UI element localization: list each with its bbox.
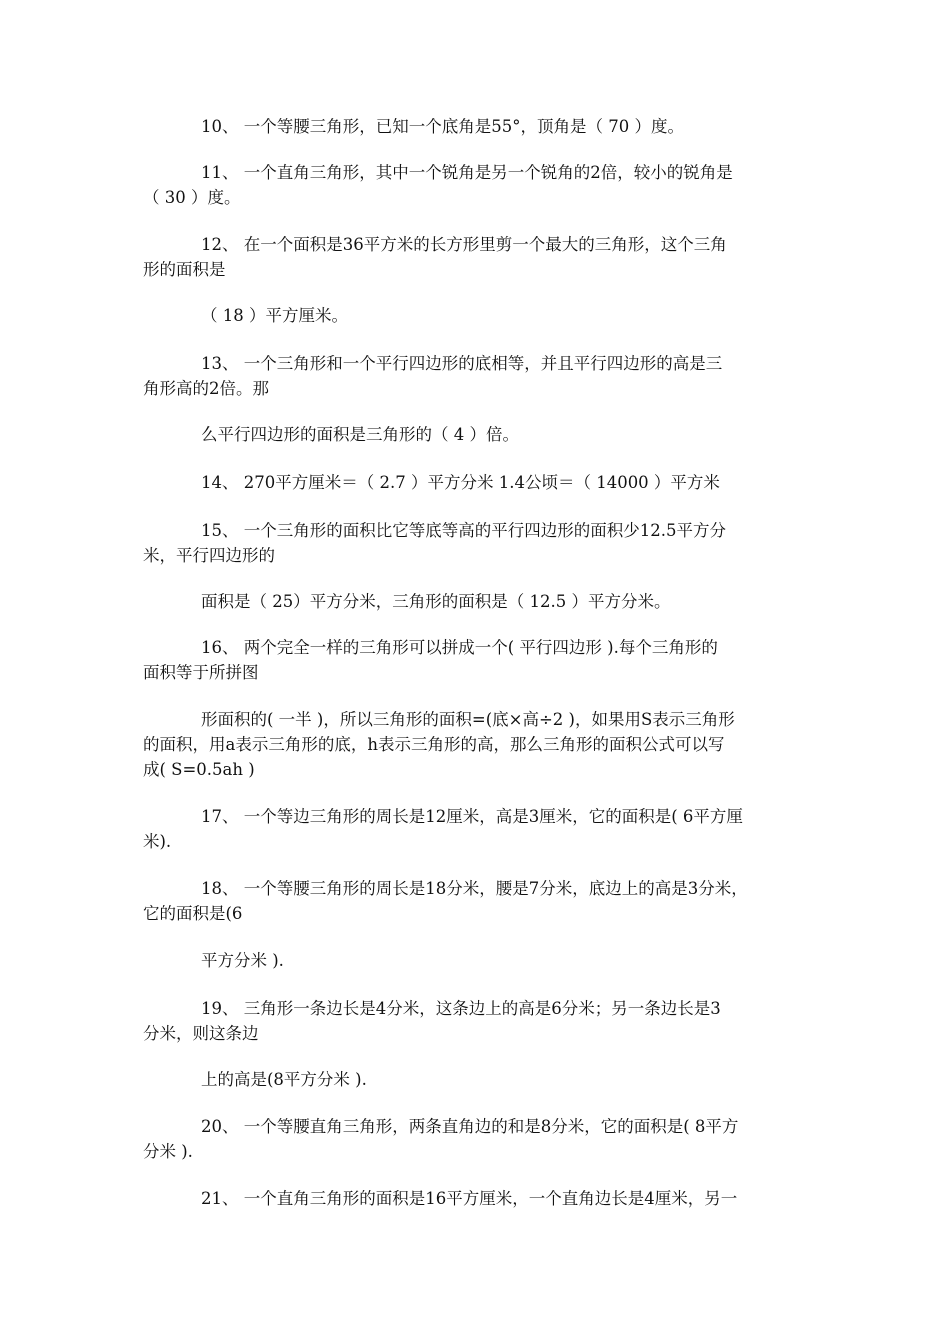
- question-18-line-1: 18、 一个等腰三角形的周长是18分米，腰是7分米，底边上的高是3分米，: [201, 879, 748, 898]
- question-12-continued: [143, 303, 808, 328]
- question-12: [143, 232, 808, 282]
- question-16-continued-line-2: 的面积，用a表示三角形的底，h表示三角形的高，那么三角形的面积公式可以写: [143, 735, 725, 754]
- question-18: [143, 876, 808, 926]
- question-15-line-1: 15、 一个三角形的面积比它等底等高的平行四边形的面积少12.5平方分: [201, 521, 726, 540]
- question-16-continued-line-1: 形面积的( 一半 )，所以三角形的面积=(底×高÷2 )，如果用S表示三角形: [201, 710, 735, 729]
- question-18-line-2: 它的面积是(6: [143, 904, 243, 923]
- question-19-continued: [143, 1067, 808, 1092]
- question-13-line-2: 角形高的2倍。那: [143, 379, 269, 398]
- question-17-line-1: 17、 一个等边三角形的周长是12厘米，高是3厘米，它的面积是( 6平方厘: [201, 807, 743, 826]
- question-19: [143, 996, 808, 1046]
- question-13-continued: [143, 422, 808, 447]
- question-16: [143, 635, 808, 685]
- question-19-continued-line: 上的高是(8平方分米 ).: [201, 1070, 367, 1089]
- question-10: [143, 114, 808, 139]
- question-19-line-1: 19、 三角形一条边长是4分米，这条边上的高是6分米；另一条边长是3: [201, 999, 721, 1018]
- question-11: [143, 160, 808, 210]
- question-15-line-2: 米，平行四边形的: [143, 546, 275, 565]
- question-16-line-1: 16、 两个完全一样的三角形可以拼成一个( 平行四边形 ).每个三角形的: [201, 638, 718, 657]
- question-20-line-1: 20、 一个等腰直角三角形，两条直角边的和是8分米，它的面积是( 8平方: [201, 1117, 739, 1136]
- question-13-continued-line: 么平行四边形的面积是三角形的（ 4 ）倍。: [201, 425, 519, 444]
- question-18-continued: [143, 948, 808, 973]
- question-16-continued-line-3: 成( S=0.5ah ): [143, 760, 255, 779]
- question-11-line-2: （ 30 ）度。: [143, 188, 241, 207]
- question-14-line-1: 14、 270平方厘米＝（ 2.7 ）平方分米 1.4公顷＝（ 14000 ）平方米: [201, 473, 720, 492]
- question-17-line-2: 米).: [143, 832, 172, 851]
- question-15: [143, 518, 808, 568]
- question-13-line-1: 13、 一个三角形和一个平行四边形的底相等，并且平行四边形的高是三: [201, 354, 723, 373]
- question-20-line-2: 分米 ).: [143, 1142, 193, 1161]
- question-19-line-2: 分米，则这条边: [143, 1024, 259, 1043]
- question-12-line-1: 12、 在一个面积是36平方米的长方形里剪一个最大的三角形，这个三角: [201, 235, 727, 254]
- question-21-line-1: 21、 一个直角三角形的面积是16平方厘米，一个直角边长是4厘米，另一: [201, 1189, 738, 1208]
- question-21: [143, 1186, 808, 1211]
- question-14: [143, 470, 808, 495]
- question-18-continued-line: 平方分米 ).: [201, 951, 284, 970]
- question-12-line-2: 形的面积是: [143, 260, 226, 279]
- question-10-line-1: 10、 一个等腰三角形，已知一个底角是55°，顶角是（ 70 ）度。: [201, 117, 684, 136]
- question-15-continued-line: 面积是（ 25）平方分米，三角形的面积是（ 12.5 ）平方分米。: [201, 592, 671, 611]
- question-16-continued: [143, 707, 808, 782]
- question-12-continued-line: （ 18 ）平方厘米。: [201, 306, 348, 325]
- question-17: [143, 804, 808, 854]
- question-15-continued: [143, 589, 808, 614]
- question-16-line-2: 面积等于所拼图: [143, 663, 259, 682]
- question-13: [143, 351, 808, 401]
- question-20: [143, 1114, 808, 1164]
- question-11-line-1: 11、 一个直角三角形，其中一个锐角是另一个锐角的2倍，较小的锐角是: [201, 163, 733, 182]
